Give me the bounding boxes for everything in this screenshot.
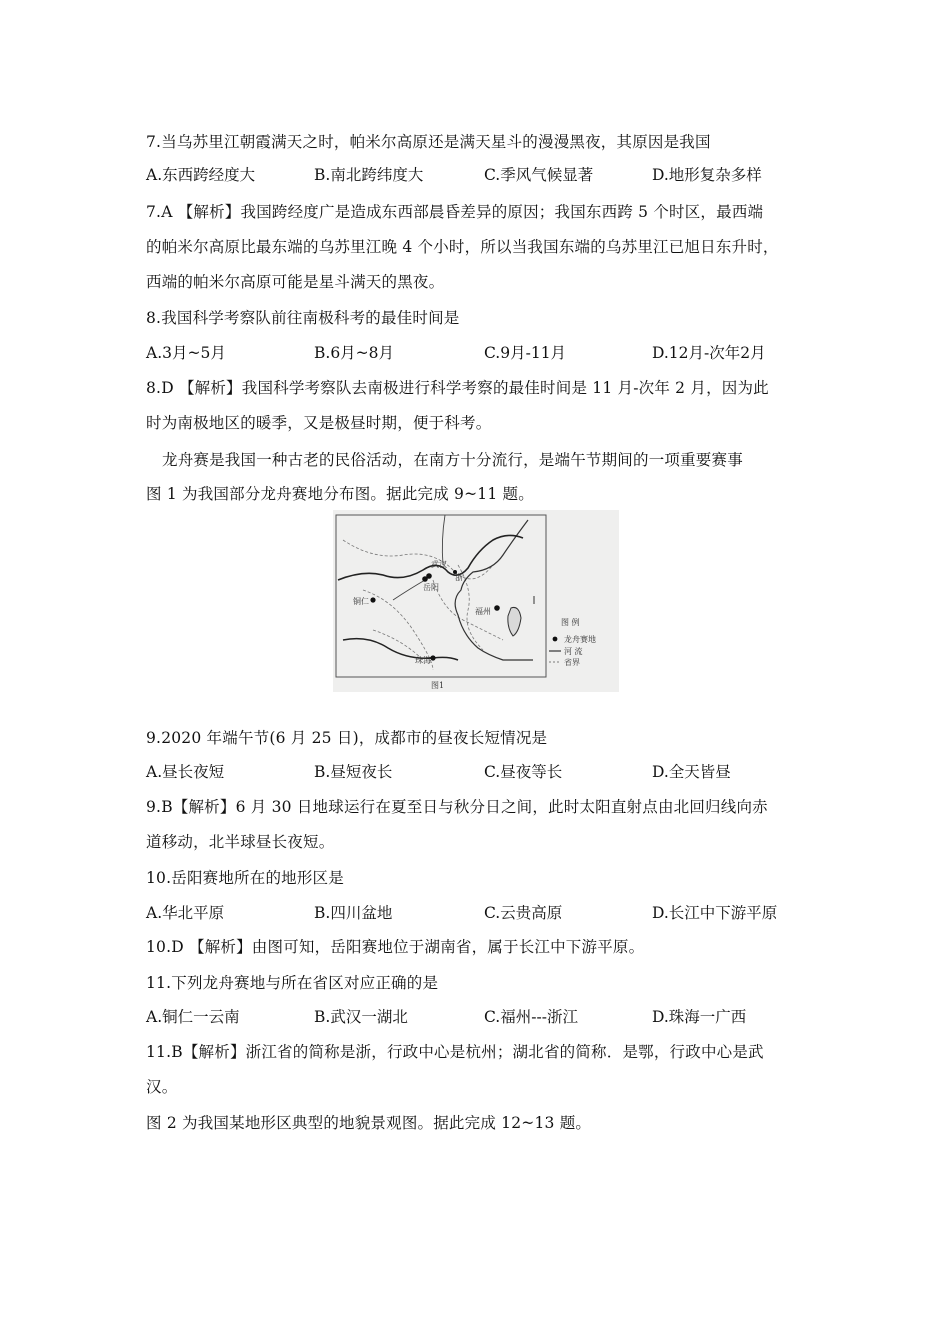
- q11-option-b: B.武汉一湖北: [314, 1008, 408, 1026]
- q11-question: 11.下列龙舟赛地与所在省区对应正确的是: [146, 974, 439, 992]
- map-legend-race-site: 龙舟赛地: [564, 635, 596, 644]
- q7-option-d: D.地形复杂多样: [652, 166, 762, 184]
- q11-option-d: D.珠海一广西: [652, 1008, 747, 1026]
- map-label-yueyang: 岳阳: [423, 583, 439, 592]
- q9-answer-line-1: 9.B【解析】6 月 30 日地球运行在夏至日与秋分日之间，此时太阳直射点由北回归线向赤: [146, 798, 768, 816]
- q8-option-a: A.3月~5月: [146, 344, 226, 362]
- intro-9-11-line-1: 龙舟赛是我国一种古老的民俗活动，在南方十分流行，是端午节期间的一项重要赛事: [162, 451, 743, 469]
- q11-answer-line-1: 11.B【解析】浙江省的简称是浙，行政中心是杭州；湖北省的简称．是鄂，行政中心是武: [146, 1043, 764, 1061]
- intro-9-11-line-2: 图 1 为我国部分龙舟赛地分布图。据此完成 9~11 题。: [146, 485, 534, 503]
- q7-option-a: A.东西跨经度大: [146, 166, 256, 184]
- q11-answer-line-2: 汉。: [146, 1078, 178, 1096]
- q7-answer-line-3: 西端的帕米尔高原可能是星斗满天的黑夜。: [146, 273, 445, 291]
- q10-option-c: C.云贵高原: [484, 904, 563, 922]
- map-label-tongren: 铜仁: [353, 597, 369, 606]
- map-legend-border: 省界: [564, 658, 580, 667]
- map-legend-river: 河 流: [564, 647, 583, 656]
- q10-answer-line-1: 10.D 【解析】由图可知，岳阳赛地位于湖南省，属于长江中下游平原。: [146, 938, 645, 956]
- q7-option-b: B.南北跨纬度大: [314, 166, 424, 184]
- q8-question: 8.我国科学考察队前往南极科考的最佳时间是: [146, 309, 460, 327]
- intro-12-13: 图 2 为我国某地形区典型的地貌景观图。据此完成 12~13 题。: [146, 1114, 592, 1132]
- q9-option-d: D.全天皆昼: [652, 763, 731, 781]
- q9-option-b: B.昼短夜长: [314, 763, 393, 781]
- map-label-wuhan: 武汉: [431, 560, 447, 569]
- q8-answer-line-2: 时为南极地区的暖季，又是极昼时期，便于科考。: [146, 414, 492, 432]
- map-label-fuzhou: 福州: [475, 607, 491, 616]
- q11-option-a: A.铜仁一云南: [146, 1008, 240, 1026]
- q9-answer-line-2: 道移动，北半球昼长夜短。: [146, 833, 335, 851]
- q9-option-c: C.昼夜等长: [484, 763, 563, 781]
- figure-1-caption: 图1: [431, 681, 445, 690]
- q8-option-b: B.6月~8月: [314, 344, 395, 362]
- q10-option-d: D.长江中下游平原: [652, 904, 778, 922]
- q8-option-c: C.9月-11月: [484, 344, 567, 362]
- q7-option-c: C.季风气候显著: [484, 166, 594, 184]
- map-label-zhuhai: 珠海: [415, 656, 431, 665]
- q11-option-c: C.福州---浙江: [484, 1008, 578, 1026]
- map-legend-title: 图 例: [561, 618, 580, 627]
- q9-question: 9.2020 年端午节(6 月 25 日)，成都市的昼夜长短情况是: [146, 729, 548, 747]
- q9-option-a: A.昼长夜短: [146, 763, 225, 781]
- map-label-zhe: 浙: [455, 573, 463, 582]
- q7-answer-line-2: 的帕米尔高原比最东端的乌苏里江晚 4 个小时，所以当我国东端的乌苏里江已旭日东升时，: [146, 238, 779, 256]
- q10-option-a: A.华北平原: [146, 904, 225, 922]
- q10-option-b: B.四川盆地: [314, 904, 393, 922]
- figure-1-map: [333, 510, 619, 692]
- q7-question: 7.当乌苏里江朝霞满天之时，帕米尔高原还是满天星斗的漫漫黑夜，其原因是我国: [146, 133, 711, 151]
- q10-question: 10.岳阳赛地所在的地形区是: [146, 869, 344, 887]
- q8-option-d: D.12月-次年2月: [652, 344, 766, 362]
- q7-answer-line-1: 7.A 【解析】我国跨经度广是造成东西部晨昏差异的原因；我国东西跨 5 个时区，最西端: [146, 203, 764, 221]
- q8-answer-line-1: 8.D 【解析】我国科学考察队去南极进行科学考察的最佳时间是 11 月-次年 2 月，因为此: [146, 379, 769, 397]
